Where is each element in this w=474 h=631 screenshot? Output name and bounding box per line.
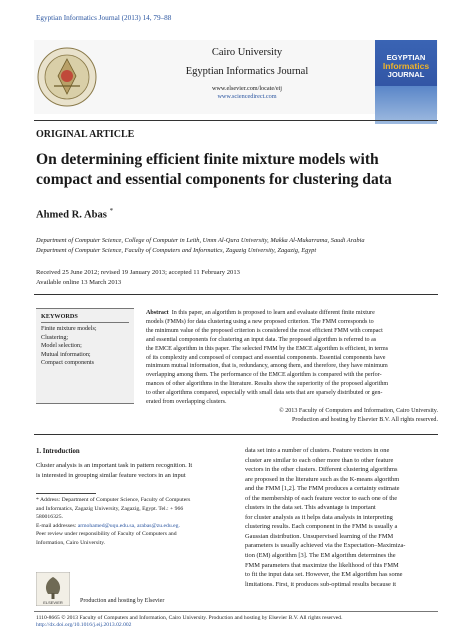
issn-line: 1110-8665 © 2013 Faculty of Computers and Information, Cairo University. Production and hosting by Elsevier B.V. All rights reserved. [36, 615, 343, 621]
title-line-1: On determining efficient finite mixture models with [36, 151, 379, 168]
footnote-line: and Informatics, Zagazig University, Zagazig, Egypt. Tel.: + 966 [36, 505, 184, 512]
intro-line: is interested in grouping similar feature vectors in an input [36, 471, 186, 479]
email-prefix: E-mail addresses: [36, 522, 78, 529]
article-dates [36, 268, 438, 288]
keywords-rule [41, 322, 129, 323]
footnote-line: Information, Cairo University. [36, 539, 106, 546]
article-title [36, 150, 436, 190]
abstract-line: of its complexity and composed of compact and essential components. Essential components have [146, 354, 386, 361]
footnote-rule [36, 493, 96, 494]
affiliations [36, 236, 438, 256]
keyword: Model selection; [41, 343, 82, 350]
body-line: tion (EM) algorithm [3]. The EM algorithm determines the [245, 552, 396, 560]
keyword: Mutual information; [41, 351, 91, 358]
abstract-line: erated from overlapping clusters. [146, 399, 227, 406]
body-line: for cluster analysis as it helps data analysis in interpreting [245, 513, 393, 521]
body-line: data set into a number of clusters. Feature vectors in one [245, 447, 390, 454]
copyright-notice [146, 407, 438, 425]
abstract-line: the minimum value of the proposed criterion is considered the most efficient FMM with compact [146, 327, 383, 334]
abstract-label: Abstract [146, 310, 169, 316]
abstract-line: models (FMMs) for data clustering using a new proposed criterion. The FMM corresponds to [146, 318, 374, 325]
abstract-line: the EMCE algorithm in this paper. The selected FMM by the EMCE algorithm is efficient, in terms [146, 345, 389, 352]
abstract-line: minimum mutual information, that is, redundancy, among them, and therefore, they have minimum [146, 363, 388, 370]
footnote-line: Peer review under responsibility of Faculty of Computers and [36, 531, 177, 538]
intro-line: Cluster analysis is an important task in pattern recognition. It [36, 462, 193, 469]
affiliation-1: Department of Computer Science, College of Computer in Leith, Umm Al-Qura University, Makka Al-Mukarrama, Saudi Arabia [36, 237, 365, 244]
cover-line-1: EGYPTIAN [386, 53, 426, 62]
body-line: parameters is usually achieved via the Expectation–Maximiza- [245, 542, 406, 550]
body-line: are proposed in the literature such as the K-means algorithm [245, 475, 400, 483]
copyright-line-1: © 2013 Faculty of Computers and Information, Cairo University. [279, 408, 438, 414]
journal-url-elsevier[interactable]: www.elsevier.com/locate/eij [211, 85, 283, 92]
university-name: Cairo University [211, 47, 283, 58]
cover-image [375, 86, 437, 124]
right-column-text [245, 446, 438, 589]
footnote-line: * Address: Department of Computer Science, Faculty of Computers [36, 497, 191, 503]
copyright-line-2: Production and hosting by Elsevier B.V. All rights reserved. [292, 416, 438, 423]
header-divider [34, 120, 438, 121]
body-line: FMM parameters that maximize the likelihood of this FMM [245, 561, 399, 569]
abstract-line: and essential components for clustering an input data. The proposed algorithm is referred to as [146, 336, 377, 343]
received-date: Received 25 June 2012; revised 19 January 2013; accepted 11 February 2013 [36, 269, 240, 276]
keywords-box [36, 308, 134, 404]
introduction-text [36, 461, 228, 480]
abstract-text: In this paper, an algorithm is proposed to learn and evaluate different finite mixture [171, 310, 375, 316]
section-heading-introduction: 1. Introduction [36, 448, 80, 455]
email-links[interactable]: armohamed@uqu.edu.sa, arabas@zu.edu.eg. [77, 522, 180, 529]
abstract-line: to other algorithms compared, especially with small data sets that are sparsely distributed or gen- [146, 390, 383, 397]
university-logo [36, 46, 98, 108]
abstract [146, 309, 438, 407]
keywords-heading: KEYWORDS [41, 313, 78, 320]
affiliation-2: Department of Computer Science, Faculty of Computers and Informatics, Zagazig University, Zagazig, Egypt [36, 247, 317, 254]
journal-url-sciencedirect[interactable]: www.sciencedirect.com [217, 93, 277, 100]
body-line: to fit the input data set. However, the EM algorithm has some [245, 571, 403, 579]
elsevier-logo [36, 572, 70, 606]
body-line: clusters in the data set. This advantage is important [245, 504, 376, 512]
abstract-divider [34, 294, 438, 295]
keyword: Clustering; [41, 334, 69, 341]
doi-link[interactable]: http://dx.doi.org/10.1016/j.eij.2013.02.002 [36, 622, 132, 628]
cover-line-3: JOURNAL [387, 70, 425, 79]
title-line-2: compact and essential components for clustering data [36, 171, 392, 188]
body-line: limitations. First, it produces sub-optimal results because it [245, 580, 397, 588]
elsevier-hosting: Production and hosting by Elsevier [80, 598, 165, 604]
author-name-text: Ahmed R. Abas [36, 209, 107, 221]
keywords-list [41, 325, 97, 368]
author-mark: * [109, 207, 114, 215]
abstract-line: mances of other algorithms in the literature. Results show the superiority of the proposed algorithm [146, 381, 389, 388]
body-line: cluster are similar to each other more than to other feature [245, 456, 394, 464]
body-line: vectors in the other clusters. Different clustering algorithms [245, 466, 398, 474]
online-date: Available online 13 March 2013 [36, 279, 122, 286]
author-name [36, 207, 113, 221]
body-line: of the membership of each feature vector to each one of the [245, 494, 398, 502]
journal-name: Egyptian Informatics Journal [185, 66, 309, 77]
body-divider [34, 434, 438, 435]
body-line: and the FMM [1,2]. The FMM produces a certainty estimate [245, 485, 400, 493]
footnote [36, 496, 228, 548]
keyword: Compact components [41, 360, 94, 367]
abstract-line [146, 309, 438, 318]
keyword: Finite mixture models; [41, 326, 97, 332]
footnote-line [36, 522, 228, 531]
journal-cover [375, 40, 437, 124]
footnote-line: 580016325. [36, 514, 64, 521]
footer-rule [34, 611, 438, 612]
cover-line-2: Informatics [382, 61, 430, 71]
abstract-line: overlapping among them. The performance of the EMCE algorithm is compared with the perfor- [146, 372, 382, 379]
body-line: Gaussian distribution. Unsupervised learning of the FMM [245, 532, 394, 540]
running-head: Egyptian Informatics Journal (2013) 14, 79–88 [36, 14, 172, 22]
body-line: clustering results. Each component in the FMM is usually a [245, 523, 398, 531]
article-type: ORIGINAL ARTICLE [36, 129, 135, 140]
elsevier-label: ELSEVIER [43, 600, 63, 605]
